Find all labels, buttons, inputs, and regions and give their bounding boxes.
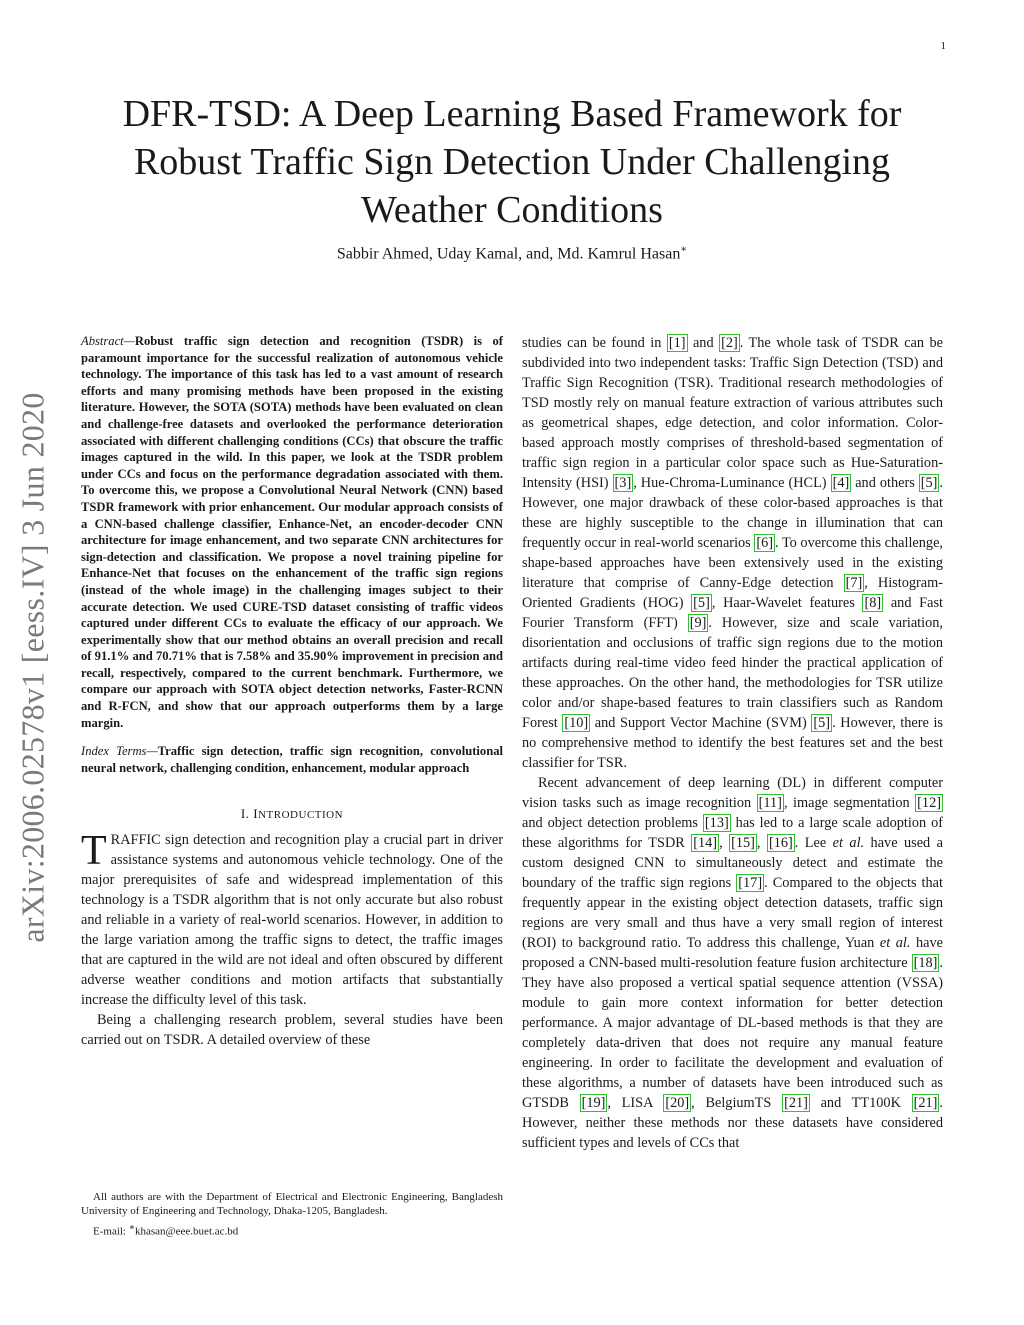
citation-link[interactable]: [3] (614, 475, 632, 491)
footnote-email (81, 1220, 503, 1239)
arxiv-stamp-container (8, 362, 58, 972)
citation-link[interactable]: [11] (758, 795, 782, 811)
citation-link[interactable]: [17] (738, 875, 763, 891)
email-label: E-mail: (93, 1225, 129, 1238)
citation-link[interactable]: [12] (917, 795, 941, 811)
abstract-text: Robust traffic sign detection and recognition (TSDR) is of paramount importance for the successful realization of autonomous vehicle technology. The importance of this task has led to a vast amount of research efforts and many promising methods have been proposed in the existing literature. However, the SOTA (SOTA) methods have been evaluated on clean and challenge-free datasets and overlooked the performance deterioration associated with different challenging conditions (CCs) that obscure the traffic images captured in the wild. In this paper, we look at the TSDR problem under CCs and focus on the performance degradation associated with them. To overcome this, we propose a Convolutional Neural Network (CNN) based TSDR framework with prior enhancement. Our modular approach consists of a CNN-based challenge classifier, Enhance-Net, an encoder-decoder CNN architecture for image enhancement, and two separate CNN architectures for sign-detection and classification. We propose a novel training pipeline for Enhance-Net that focuses on the enhancement of the traffic sign regions (instead of the whole image) in the challenging images subject to their accurate detection. We used CURE-TSD dataset consisting of traffic videos captured under different CCs to evaluate the efficacy of our approach. We experimentally show that our method obtains an overall precision and recall of 91.1% and 70.71% that is 7.58% and 35.90% improvement in precision and recall, respectively, compared to the current benchmark. Furthermore, we compare our approach with SOTA object detection networks, Faster-RCNN and R-FCN, and show that our approach outperforms them by a large margin. (81, 334, 503, 730)
citation-link[interactable]: [7] (845, 575, 863, 591)
footnote (81, 1190, 503, 1239)
citation-link[interactable]: [19] (581, 1095, 606, 1111)
citation-link[interactable]: [5] (693, 595, 710, 611)
citation-link[interactable]: [5] (920, 475, 938, 491)
citation-link[interactable]: [21] (913, 1095, 938, 1111)
author-names: Sabbir Ahmed, Uday Kamal, and, Md. Kamrul Hasan (336, 245, 681, 263)
citation-link[interactable]: [4] (832, 475, 850, 491)
section-heading (81, 806, 503, 822)
intro-paragraph-1 (81, 830, 503, 1010)
citation-link[interactable]: [1] (668, 335, 686, 351)
author-line (70, 244, 954, 263)
left-column (81, 333, 503, 1050)
citation-link[interactable]: [15] (731, 835, 755, 851)
right-paragraph-1: studies can be found in [1] and [2] . The whole task of TSDR can be subdivided into two independent tasks: Traffic Sign Detection (TSD) and Traffic Sign Recognition (TSR). Traditional research methodologies of TSD mostly rely on manual feature extraction of various attributes such as geometrical shapes, edge detection, and color information. Color-based approach mostly comprises of threshold-based segmentation of traffic sign region in a particular color space such as Hue-Saturation-Intensity (HSI) [3] , Hue-Chroma-Luminance (HCL) [4] and others [5] . However, one major drawback of these color-based approaches is that these are highly susceptible to the change in illumination that can frequently occur in real-world scenarios [6] . To overcome this challenge, shape-based approaches have been extensively used in the existing literature that comprise of Canny-Edge detection [7] , Histogram-Oriented Gradients (HOG) [5] , Haar-Wavelet features [8] and Fast Fourier Transform (FFT) [9] . However, size and scale variation, disorientation and occlusions of traffic sign regions due to the motion artifacts during real-time video feed hinder the practical application of these approaches. On the other hand, the methodologies for TSR utilize color and/or shape-based features to train classifiers such as Random Forest [10] and Support Vector Machine (SVM) [5] . However, there is no comprehensive method to identify the best features set and the best classifier for TSR. (522, 335, 943, 771)
abstract (81, 333, 503, 731)
page-number: 1 (940, 40, 946, 52)
citation-link[interactable]: [8] (864, 595, 882, 611)
footnote-affiliation: All authors are with the Department of Electrical and Electronic Engineering, Bangladesh University of Engineering and Technology, Dhaka-1205, Bangladesh. (81, 1191, 503, 1217)
citation-link[interactable]: [14] (693, 835, 718, 851)
corresponding-author-mark: ∗ (680, 244, 688, 255)
citation-link[interactable]: [2] (721, 335, 738, 351)
index-terms (81, 743, 503, 776)
citation-link[interactable]: [5] (813, 715, 831, 731)
email-mark: ∗ (128, 1222, 135, 1232)
intro-paragraph-2: Being a challenging research problem, several studies have been carried out on TSDR. A detailed overview of these (81, 1012, 503, 1049)
intro-p1-text: RAFFIC sign detection and recognition play a crucial part in driver assistance systems and autonomous vehicle technology. One of the major prerequisites of safe and widespread implementation of this technology is a TSDR algorithm that is not only accurate but also robust and reliable in a variety of real-world scenarios. However, in addition to the large variation among the traffic signs to detect, the traffic images that are captured in the wild are not ideal and often obscured by different adverse weather conditions and motion artifacts that substantially increase the difficulty level of this task. (81, 832, 503, 1009)
citation-link[interactable]: [13] (704, 815, 729, 831)
arxiv-stamp: arXiv:2006.02578v1 [eess.IV] 3 Jun 2020 (14, 391, 51, 943)
citation-link[interactable]: [21] (784, 1095, 808, 1111)
drop-cap: T (81, 828, 107, 875)
section-rest: NTRODUCTION (258, 809, 344, 822)
citation-link[interactable]: [10] (564, 715, 589, 731)
index-terms-lead: Index Terms— (81, 744, 158, 759)
citation-link[interactable]: [9] (689, 615, 707, 631)
citation-link[interactable]: [18] (913, 955, 938, 971)
citation-link[interactable]: [20] (665, 1095, 690, 1111)
citation-link[interactable]: [16] (768, 835, 793, 851)
section-numeral: I. (240, 806, 254, 822)
email-address: khasan@eee.buet.ac.bd (134, 1225, 239, 1238)
citation-link[interactable]: [6] (756, 535, 774, 551)
index-terms-text: Traffic sign detection, traffic sign recognition, convolutional neural network, challenging condition, enhancement, modular approach (81, 744, 503, 775)
abstract-lead: Abstract— (81, 334, 135, 348)
right-column (522, 333, 943, 1153)
section-initial: I (253, 806, 259, 822)
right-paragraph-2: Recent advancement of deep learning (DL) in different computer vision tasks such as image recognition [11] , image segmentation [12] and object detection problems [13] has led to a large scale adoption of these algorithms for TSDR [14] , [15] , [16] . Lee et al. have used a custom designed CNN to simultaneously detect and estimate the boundary of the traffic sign regions [17] . Compared to the objects that frequently appear in the existing object detection datasets, traffic sign regions are very small and thus have a very small region of interest (ROI) to background ratio. To address this challenge, Yuan et al. have proposed a CNN-based multi-resolution feature fusion architecture [18] . They have also proposed a vertical spatial sequence attention (VSSA) module to gain more context information for better detection performance. A major advantage of DL-based methods is that they are completely data-driven that does not require any manual feature engineering. In order to facilitate the development and evaluation of these algorithms, a number of datasets have been introduced such as GTSDB [19] , LISA [20] , BelgiumTS [21] and TT100K [21] . However, neither these methods nor these datasets have considered sufficient types and levels of CCs that (522, 775, 943, 1151)
paper-title: DFR-TSD: A Deep Learning Based Framework for Robust Traffic Sign Detection Under Challenging Weather Conditions (122, 93, 902, 231)
